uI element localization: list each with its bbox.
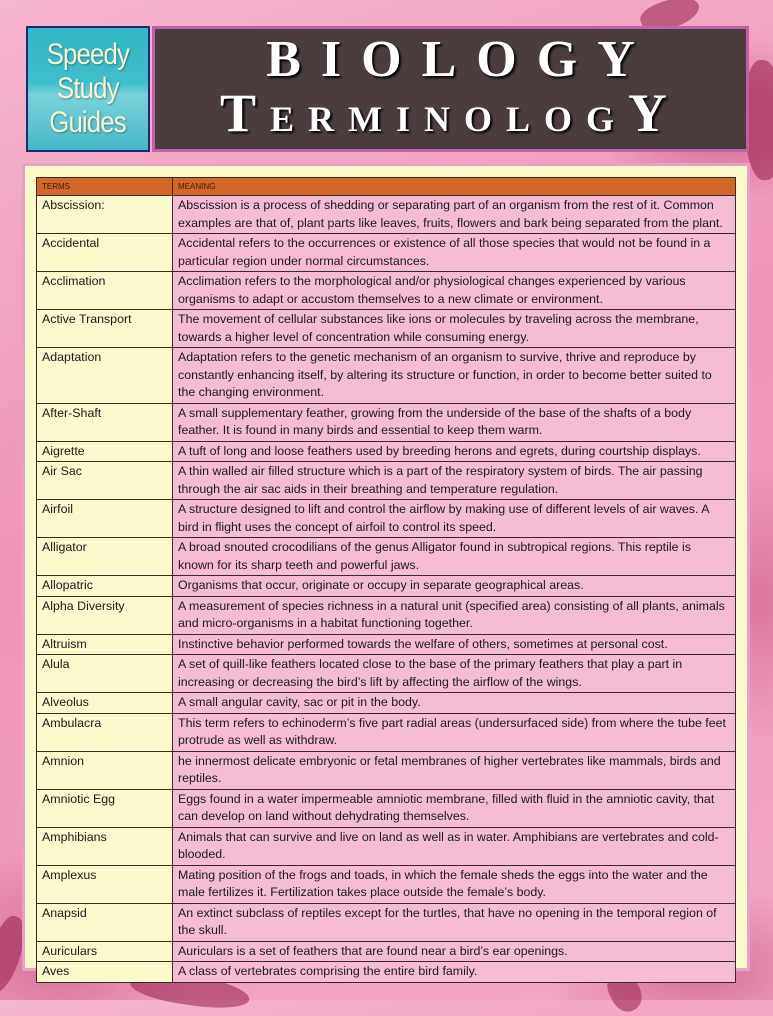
term-cell: Acclimation (37, 272, 173, 310)
background-flower-shape (745, 60, 773, 180)
meaning-cell: An extinct subclass of reptiles except for the turtles, that have no opening in the temporal region of the skull. (173, 903, 736, 941)
table-row (37, 348, 736, 404)
table-row (37, 234, 736, 272)
term-cell: Amnion (37, 751, 173, 789)
meaning-cell: Eggs found in a water impermeable amniotic membrane, filled with fluid in the amniotic cavity, that can develop on land without dehydrating themselves. (173, 789, 736, 827)
logo-line: Speedy (46, 38, 130, 71)
term-cell: Adaptation (37, 348, 173, 404)
meaning-cell: Auriculars is a set of feathers that are found near a bird’s ear openings. (173, 941, 736, 962)
term-cell: Alveolus (37, 693, 173, 714)
table-row (37, 441, 736, 462)
term-cell: Allopatric (37, 576, 173, 597)
logo-line: Study (57, 72, 119, 105)
table-row (37, 576, 736, 597)
terminology-table (36, 177, 736, 983)
term-cell: Abscission: (37, 196, 173, 234)
table-row (37, 962, 736, 983)
term-cell: Accidental (37, 234, 173, 272)
table-header-row (37, 178, 736, 196)
term-cell: Alula (37, 655, 173, 693)
term-cell: Aigrette (37, 441, 173, 462)
table-row (37, 634, 736, 655)
term-cell: After-Shaft (37, 403, 173, 441)
table-row (37, 310, 736, 348)
table-row (37, 693, 736, 714)
table-body (37, 196, 736, 983)
table-row (37, 751, 736, 789)
term-cell: Air Sac (37, 462, 173, 500)
meaning-cell: A small angular cavity, sac or pit in the body. (173, 693, 736, 714)
meaning-cell: Abscission is a process of shedding or separating part of an organism from the rest of it. Common examples are that of, plant parts like leaves, fruits, flowers and bark being separated from the plant. (173, 196, 736, 234)
title-middle: ERMINOLOG (270, 99, 629, 139)
term-cell: Anapsid (37, 903, 173, 941)
table-row (37, 865, 736, 903)
title-final: Y (628, 83, 682, 143)
meaning-cell: A tuft of long and loose feathers used by breeding herons and egrets, during courtship displays. (173, 441, 736, 462)
meaning-cell: A class of vertebrates comprising the entire bird family. (173, 962, 736, 983)
title-line-2 (219, 83, 682, 145)
page-title (152, 26, 749, 152)
column-header-meaning: MEANING (173, 178, 736, 196)
meaning-cell: A set of quill-like feathers located close to the base of the primary feathers that play a part in increasing or decreasing the bird’s lift by affecting the airflow of the wings. (173, 655, 736, 693)
term-cell: Altruism (37, 634, 173, 655)
meaning-cell: A measurement of species richness in a natural unit (specified area) consisting of all plants, animals and micro-organisms in a habitat functioning together. (173, 596, 736, 634)
table-row (37, 827, 736, 865)
title-initial: T (219, 83, 270, 143)
term-cell: Auriculars (37, 941, 173, 962)
term-cell: Alligator (37, 538, 173, 576)
table-row (37, 789, 736, 827)
meaning-cell: A broad snouted crocodilians of the genus Alligator found in subtropical regions. This reptile is known for its sharp teeth and powerful jaws. (173, 538, 736, 576)
term-cell: Aves (37, 962, 173, 983)
meaning-cell: Organisms that occur, originate or occupy in separate geographical areas. (173, 576, 736, 597)
meaning-cell: Mating position of the frogs and toads, in which the female sheds the eggs into the water and the male fertilizes it. Fertilization takes place outside the female’s body. (173, 865, 736, 903)
term-cell: Amphibians (37, 827, 173, 865)
speedy-study-guides-logo (26, 26, 150, 152)
term-cell: Airfoil (37, 500, 173, 538)
meaning-cell: Adaptation refers to the genetic mechanism of an organism to survive, thrive and reproduce by constantly enhancing itself, by altering its structure or function, in order to become better suited to the changing environment. (173, 348, 736, 404)
table-row (37, 462, 736, 500)
table-row (37, 538, 736, 576)
table-row (37, 500, 736, 538)
table-row (37, 196, 736, 234)
meaning-cell: Acclimation refers to the morphological and/or physiological changes experienced by various organisms to adapt or accustom themselves to a new climate or environment. (173, 272, 736, 310)
term-cell: Alpha Diversity (37, 596, 173, 634)
meaning-cell: Instinctive behavior performed towards the welfare of others, sometimes at personal cost. (173, 634, 736, 655)
table-row (37, 903, 736, 941)
table-row (37, 403, 736, 441)
meaning-cell: he innermost delicate embryonic or fetal membranes of higher vertebrates like mammals, birds and reptiles. (173, 751, 736, 789)
meaning-cell: This term refers to echinoderm’s five part radial areas (undersurfaced side) from where the tube feet protrude as well as withdraw. (173, 713, 736, 751)
table-row (37, 655, 736, 693)
meaning-cell: Animals that can survive and live on land as well as in water. Amphibians are vertebrates and cold-blooded. (173, 827, 736, 865)
meaning-cell: A thin walled air filled structure which is a part of the respiratory system of birds. The air passing through the air sac aids in their breathing and temperature regulation. (173, 462, 736, 500)
table-row (37, 596, 736, 634)
table-row (37, 272, 736, 310)
term-cell: Active Transport (37, 310, 173, 348)
meaning-cell: The movement of cellular substances like ions or molecules by traveling across the membrane, towards a higher level of concentration while consuming energy. (173, 310, 736, 348)
table-row (37, 941, 736, 962)
title-line-1: BIOLOGY (266, 31, 655, 88)
meaning-cell: A small supplementary feather, growing from the underside of the base of the shafts of a body feather. It is found in many birds and essential to keep them warm. (173, 403, 736, 441)
table-row (37, 713, 736, 751)
term-cell: Amplexus (37, 865, 173, 903)
column-header-terms: TERMS (37, 178, 173, 196)
logo-line: Guides (49, 106, 127, 139)
term-cell: Amniotic Egg (37, 789, 173, 827)
meaning-cell: Accidental refers to the occurrences or existence of all those species that would not be found in a particular region under normal circumstances. (173, 234, 736, 272)
meaning-cell: A structure designed to lift and control the airflow by making use of different levels of air waves. A bird in flight uses the concept of airfoil to control its speed. (173, 500, 736, 538)
term-cell: Ambulacra (37, 713, 173, 751)
